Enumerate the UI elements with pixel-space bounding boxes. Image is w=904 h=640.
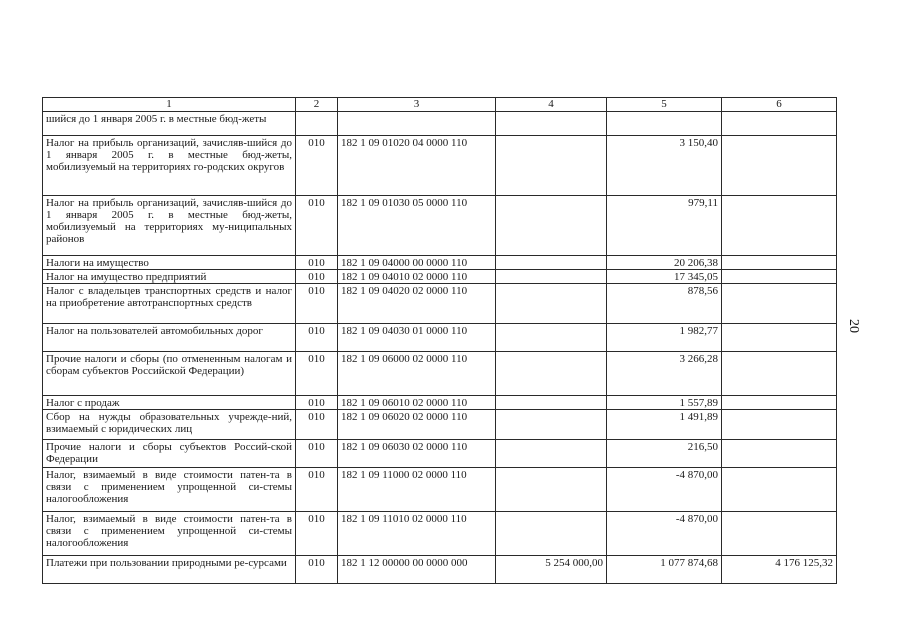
executed-amount-cell: -4 870,00 [607, 468, 722, 512]
executed-amount-cell: 1 557,89 [607, 396, 722, 410]
line-code-cell: 010 [296, 270, 338, 284]
approved-amount-cell [496, 284, 607, 324]
line-code-cell: 010 [296, 556, 338, 584]
executed-amount-cell: 3 266,28 [607, 352, 722, 396]
table-row [43, 468, 837, 512]
revenue-name-cell: Платежи при пользовании природными ре-сурсами [43, 556, 296, 584]
unexecuted-amount-cell [722, 284, 837, 324]
approved-amount-cell: 5 254 000,00 [496, 556, 607, 584]
budget-classification-code-cell: 182 1 09 01020 04 0000 110 [338, 136, 496, 196]
executed-amount-cell: 979,11 [607, 196, 722, 256]
approved-amount-cell [496, 136, 607, 196]
approved-amount-cell [496, 324, 607, 352]
unexecuted-amount-cell [722, 324, 837, 352]
line-code-cell: 010 [296, 196, 338, 256]
budget-classification-code-cell: 182 1 09 06020 02 0000 110 [338, 410, 496, 440]
executed-amount-cell: 17 345,05 [607, 270, 722, 284]
revenue-name-cell: Налог на имущество предприятий [43, 270, 296, 284]
approved-amount-cell [496, 440, 607, 468]
line-code-cell: 010 [296, 440, 338, 468]
revenue-name-cell: Налог с владельцев транспортных средств и налог на приобретение автотранспортных средств [43, 284, 296, 324]
budget-classification-code-cell: 182 1 09 06010 02 0000 110 [338, 396, 496, 410]
line-code-cell: 010 [296, 284, 338, 324]
budget-classification-code-cell: 182 1 12 00000 00 0000 000 [338, 556, 496, 584]
executed-amount-cell: 216,50 [607, 440, 722, 468]
table-row [43, 556, 837, 584]
column-header: 4 [496, 98, 607, 112]
budget-classification-code-cell: 182 1 09 11000 02 0000 110 [338, 468, 496, 512]
table-row [43, 410, 837, 440]
approved-amount-cell [496, 352, 607, 396]
unexecuted-amount-cell [722, 352, 837, 396]
revenue-name-cell: Налог на прибыль организаций, зачисляв-шийся до 1 января 2005 г. в местные бюд-жеты, мобилизуемый на территориях му-ниципальных районов [43, 196, 296, 256]
budget-classification-code-cell: 182 1 09 04030 01 0000 110 [338, 324, 496, 352]
revenue-name-cell: Налоги на имущество [43, 256, 296, 270]
approved-amount-cell [496, 112, 607, 136]
executed-amount-cell: 3 150,40 [607, 136, 722, 196]
column-header: 6 [722, 98, 837, 112]
line-code-cell: 010 [296, 136, 338, 196]
executed-amount-cell: 1 077 874,68 [607, 556, 722, 584]
revenue-name-cell: Налог на прибыль организаций, зачисляв-шийся до 1 января 2005 г. в местные бюд-жеты, мобилизуемый на территориях го-родских округов [43, 136, 296, 196]
column-header: 1 [43, 98, 296, 112]
table-row [43, 270, 837, 284]
budget-revenue-table [42, 97, 837, 584]
table-row [43, 196, 837, 256]
unexecuted-amount-cell [722, 270, 837, 284]
line-code-cell [296, 112, 338, 136]
approved-amount-cell [496, 468, 607, 512]
unexecuted-amount-cell [722, 410, 837, 440]
table-row [43, 136, 837, 196]
executed-amount-cell [607, 112, 722, 136]
unexecuted-amount-cell [722, 468, 837, 512]
budget-classification-code-cell: 182 1 09 11010 02 0000 110 [338, 512, 496, 556]
unexecuted-amount-cell: 4 176 125,32 [722, 556, 837, 584]
table-row [43, 256, 837, 270]
revenue-name-cell: Налог, взимаемый в виде стоимости патен-та в связи с применением упрощенной си-стемы налогообложения [43, 468, 296, 512]
unexecuted-amount-cell [722, 196, 837, 256]
column-header: 2 [296, 98, 338, 112]
line-code-cell: 010 [296, 256, 338, 270]
approved-amount-cell [496, 396, 607, 410]
revenue-name-cell: Налог на пользователей автомобильных дорог [43, 324, 296, 352]
budget-classification-code-cell [338, 112, 496, 136]
table-row [43, 440, 837, 468]
unexecuted-amount-cell [722, 396, 837, 410]
column-number-row [43, 98, 837, 112]
budget-classification-code-cell: 182 1 09 01030 05 0000 110 [338, 196, 496, 256]
table-row [43, 352, 837, 396]
executed-amount-cell: 878,56 [607, 284, 722, 324]
revenue-name-cell: Прочие налоги и сборы субъектов Россий-ской Федерации [43, 440, 296, 468]
approved-amount-cell [496, 512, 607, 556]
table-row [43, 324, 837, 352]
revenue-name-cell: Налог с продаж [43, 396, 296, 410]
column-header: 3 [338, 98, 496, 112]
budget-classification-code-cell: 182 1 09 04010 02 0000 110 [338, 270, 496, 284]
budget-classification-code-cell: 182 1 09 04000 00 0000 110 [338, 256, 496, 270]
revenue-name-cell: шийся до 1 января 2005 г. в местные бюд-жеты [43, 112, 296, 136]
line-code-cell: 010 [296, 324, 338, 352]
unexecuted-amount-cell [722, 256, 837, 270]
line-code-cell: 010 [296, 512, 338, 556]
unexecuted-amount-cell [722, 440, 837, 468]
executed-amount-cell: 20 206,38 [607, 256, 722, 270]
table-row [43, 112, 837, 136]
budget-classification-code-cell: 182 1 09 04020 02 0000 110 [338, 284, 496, 324]
executed-amount-cell: 1 491,89 [607, 410, 722, 440]
unexecuted-amount-cell [722, 136, 837, 196]
approved-amount-cell [496, 196, 607, 256]
line-code-cell: 010 [296, 352, 338, 396]
approved-amount-cell [496, 256, 607, 270]
revenue-name-cell: Налог, взимаемый в виде стоимости патен-та в связи с применением упрощенной си-стемы налогообложения [43, 512, 296, 556]
revenue-name-cell: Сбор на нужды образовательных учрежде-ний, взимаемый с юридических лиц [43, 410, 296, 440]
approved-amount-cell [496, 410, 607, 440]
table-row [43, 512, 837, 556]
unexecuted-amount-cell [722, 112, 837, 136]
unexecuted-amount-cell [722, 512, 837, 556]
line-code-cell: 010 [296, 410, 338, 440]
line-code-cell: 010 [296, 396, 338, 410]
approved-amount-cell [496, 270, 607, 284]
line-code-cell: 010 [296, 468, 338, 512]
revenue-name-cell: Прочие налоги и сборы (по отмененным налогам и сборам субъектов Российской Федерации) [43, 352, 296, 396]
executed-amount-cell: -4 870,00 [607, 512, 722, 556]
page-number: 20 [846, 319, 861, 333]
budget-classification-code-cell: 182 1 09 06030 02 0000 110 [338, 440, 496, 468]
table-row [43, 396, 837, 410]
budget-classification-code-cell: 182 1 09 06000 02 0000 110 [338, 352, 496, 396]
column-header: 5 [607, 98, 722, 112]
executed-amount-cell: 1 982,77 [607, 324, 722, 352]
table-row [43, 284, 837, 324]
